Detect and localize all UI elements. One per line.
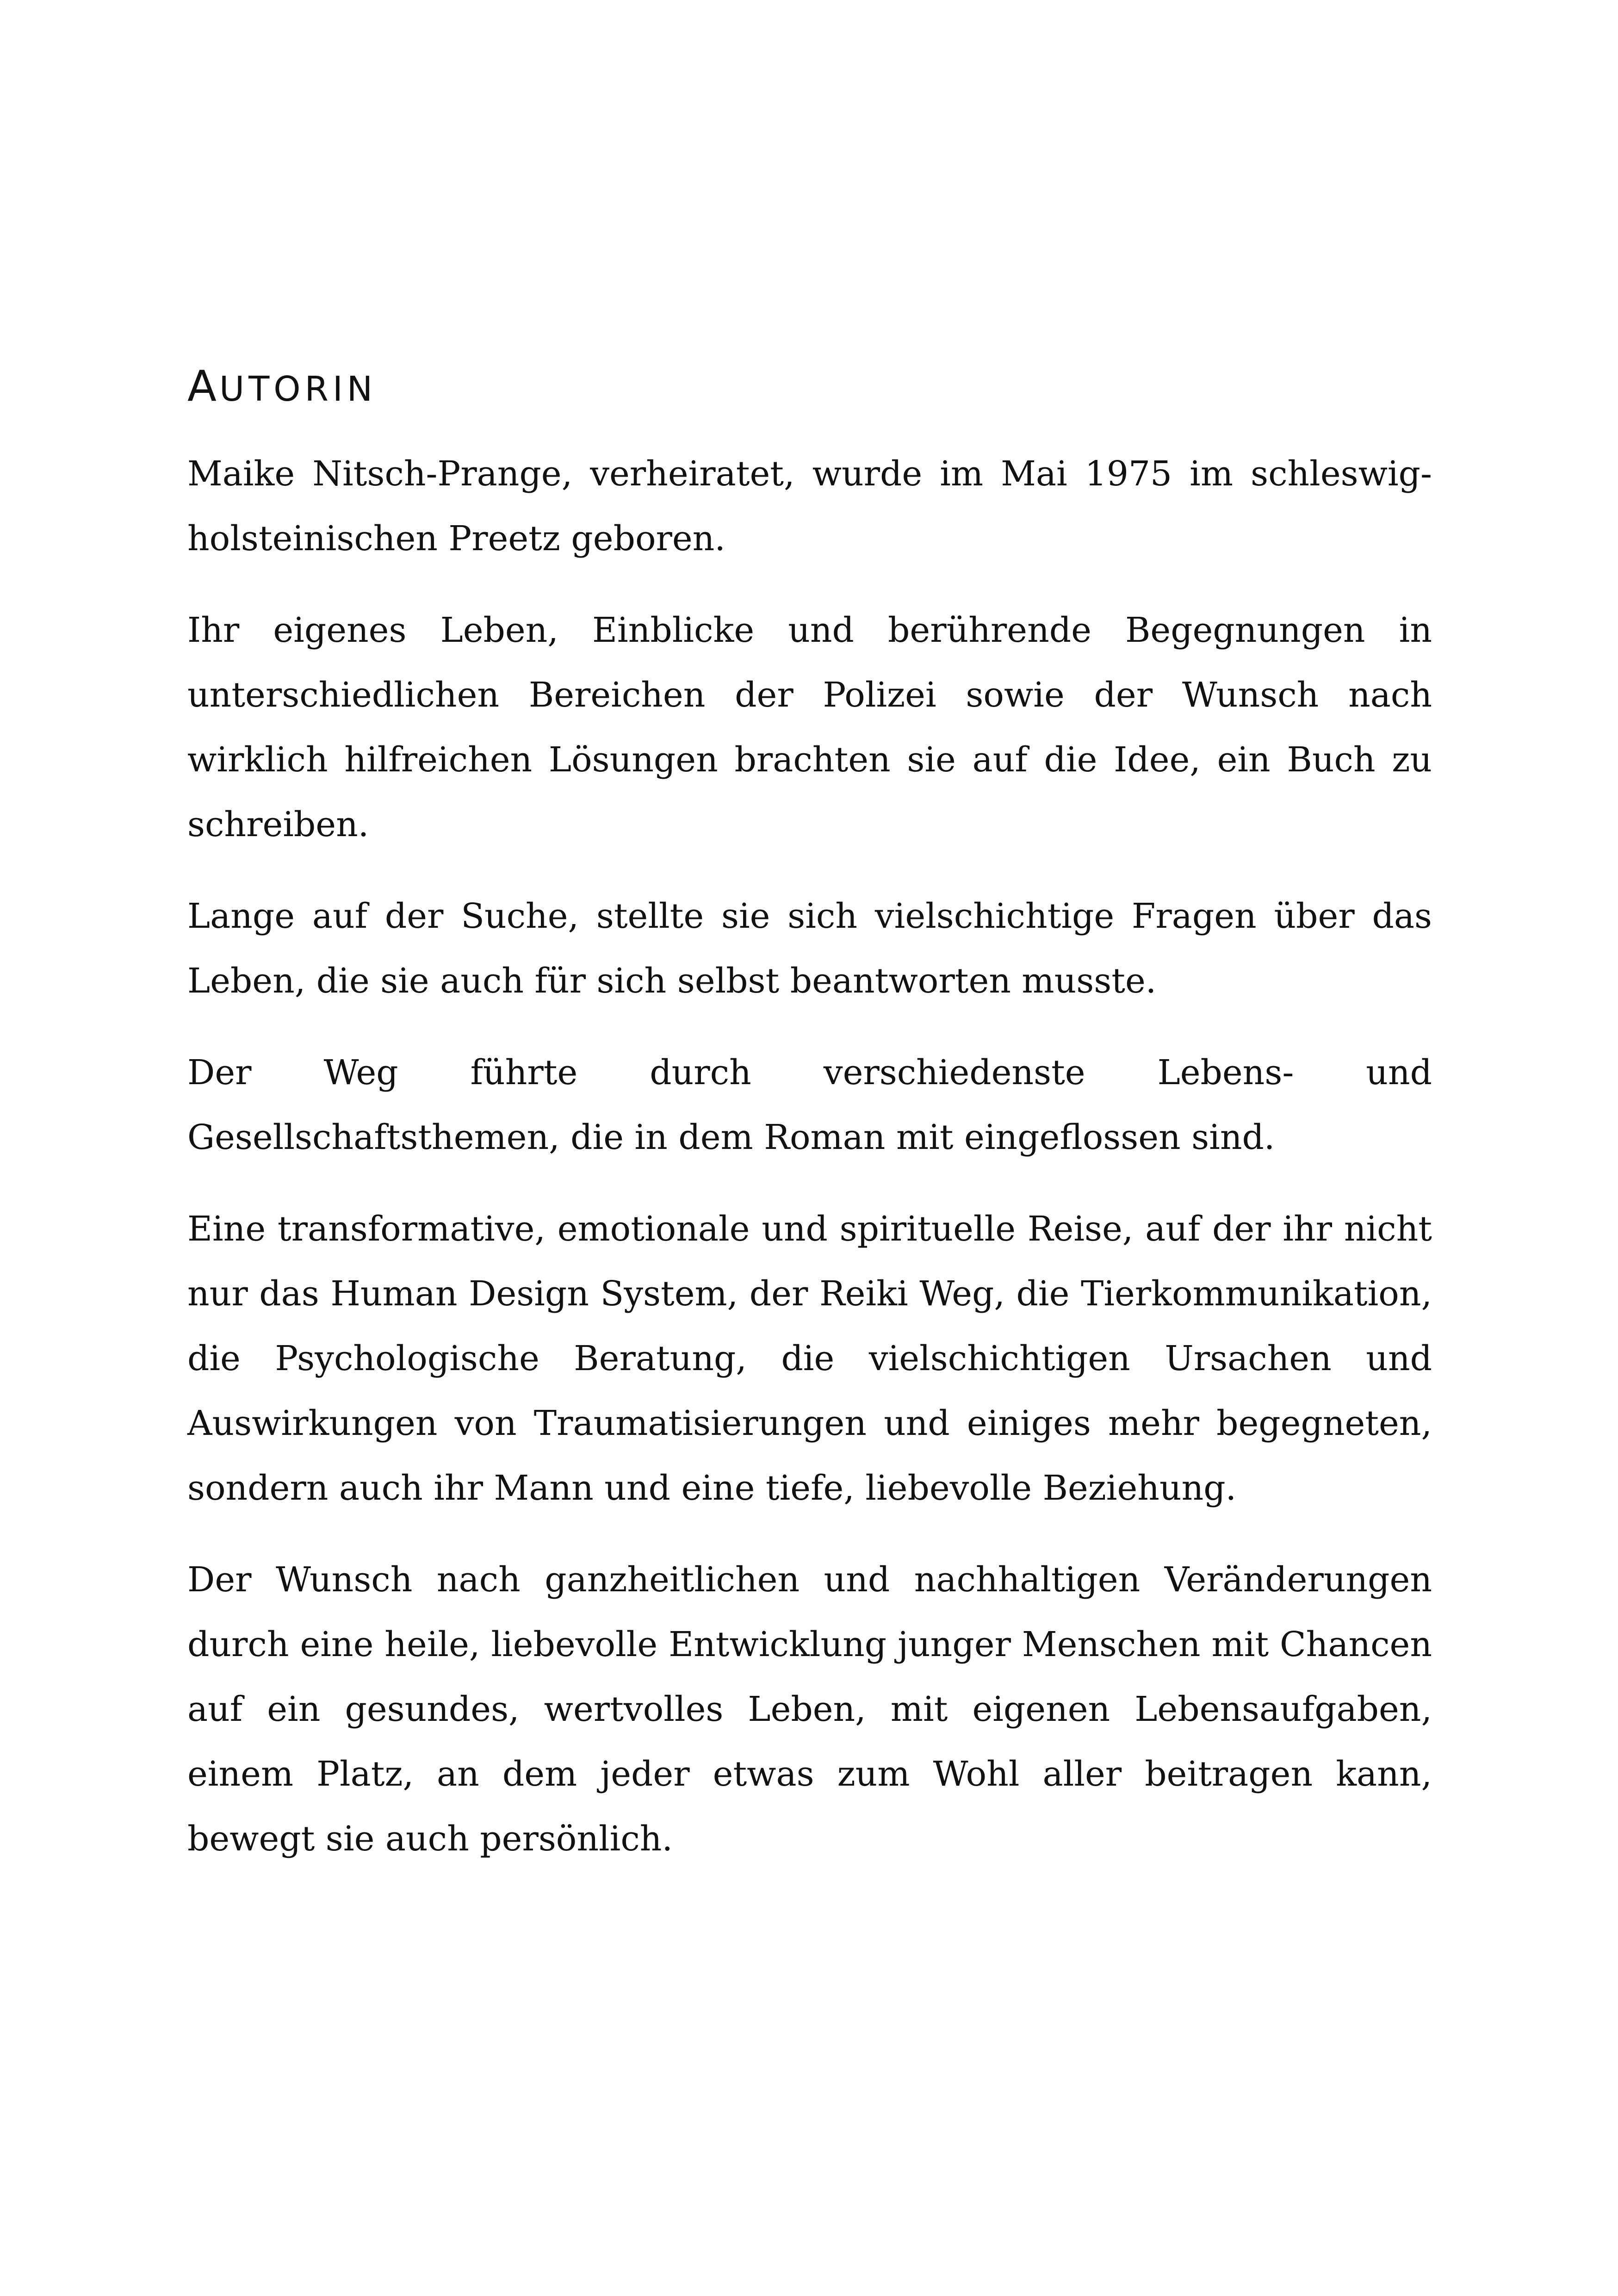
heading-initial: A [187, 361, 219, 411]
paragraph-birth: Maike Nitsch-Prange, verheiratet, wurde im Mai 1975 im schleswig-holsteinischen Preetz geboren. [187, 454, 1432, 559]
paragraph-path: Der Weg führte durch verschiedenste Lebens- und Gesellschaftsthemen, die in dem Roman mit eingeflossen sind. [187, 1053, 1432, 1158]
author-section [187, 361, 1432, 1898]
paragraph-search: Lange auf der Suche, stellte sie sich vielschichtige Fragen über das Leben, die sie auch für sich selbst beantworten musste. [187, 896, 1432, 1001]
section-heading [187, 361, 1432, 412]
paragraph-motivation: Ihr eigenes Leben, Einblicke und berührende Begegnungen in unterschiedlichen Bereichen der Polizei sowie der Wunsch nach wirklich hilfreichen Lösungen brachten sie auf die Idee, ein Buch zu schreiben. [187, 610, 1432, 845]
heading-rest: UTORIN [219, 369, 377, 409]
paragraph-wish: Der Wunsch nach ganzheitlichen und nachhaltigen Veränderungen durch eine heile, liebevolle Entwicklung junger Menschen mit Chancen auf ein gesundes, wertvolles Leben, mit eigenen Lebensaufgaben, einem Platz, an dem jeder etwas zum Wohl aller beitragen kann, bewegt sie auch persönlich. [187, 1560, 1432, 1859]
paragraph-journey: Eine transformative, emotionale und spirituelle Reise, auf der ihr nicht nur das Human Design System, der Reiki Weg, die Tierkommunikation, die Psychologische Beratung, die vielschichtigen Ursachen und Auswirkungen von Traumatisierungen und einiges mehr begegneten, sondern auch ihr Mann und eine tiefe, liebevolle Beziehung. [187, 1209, 1432, 1508]
